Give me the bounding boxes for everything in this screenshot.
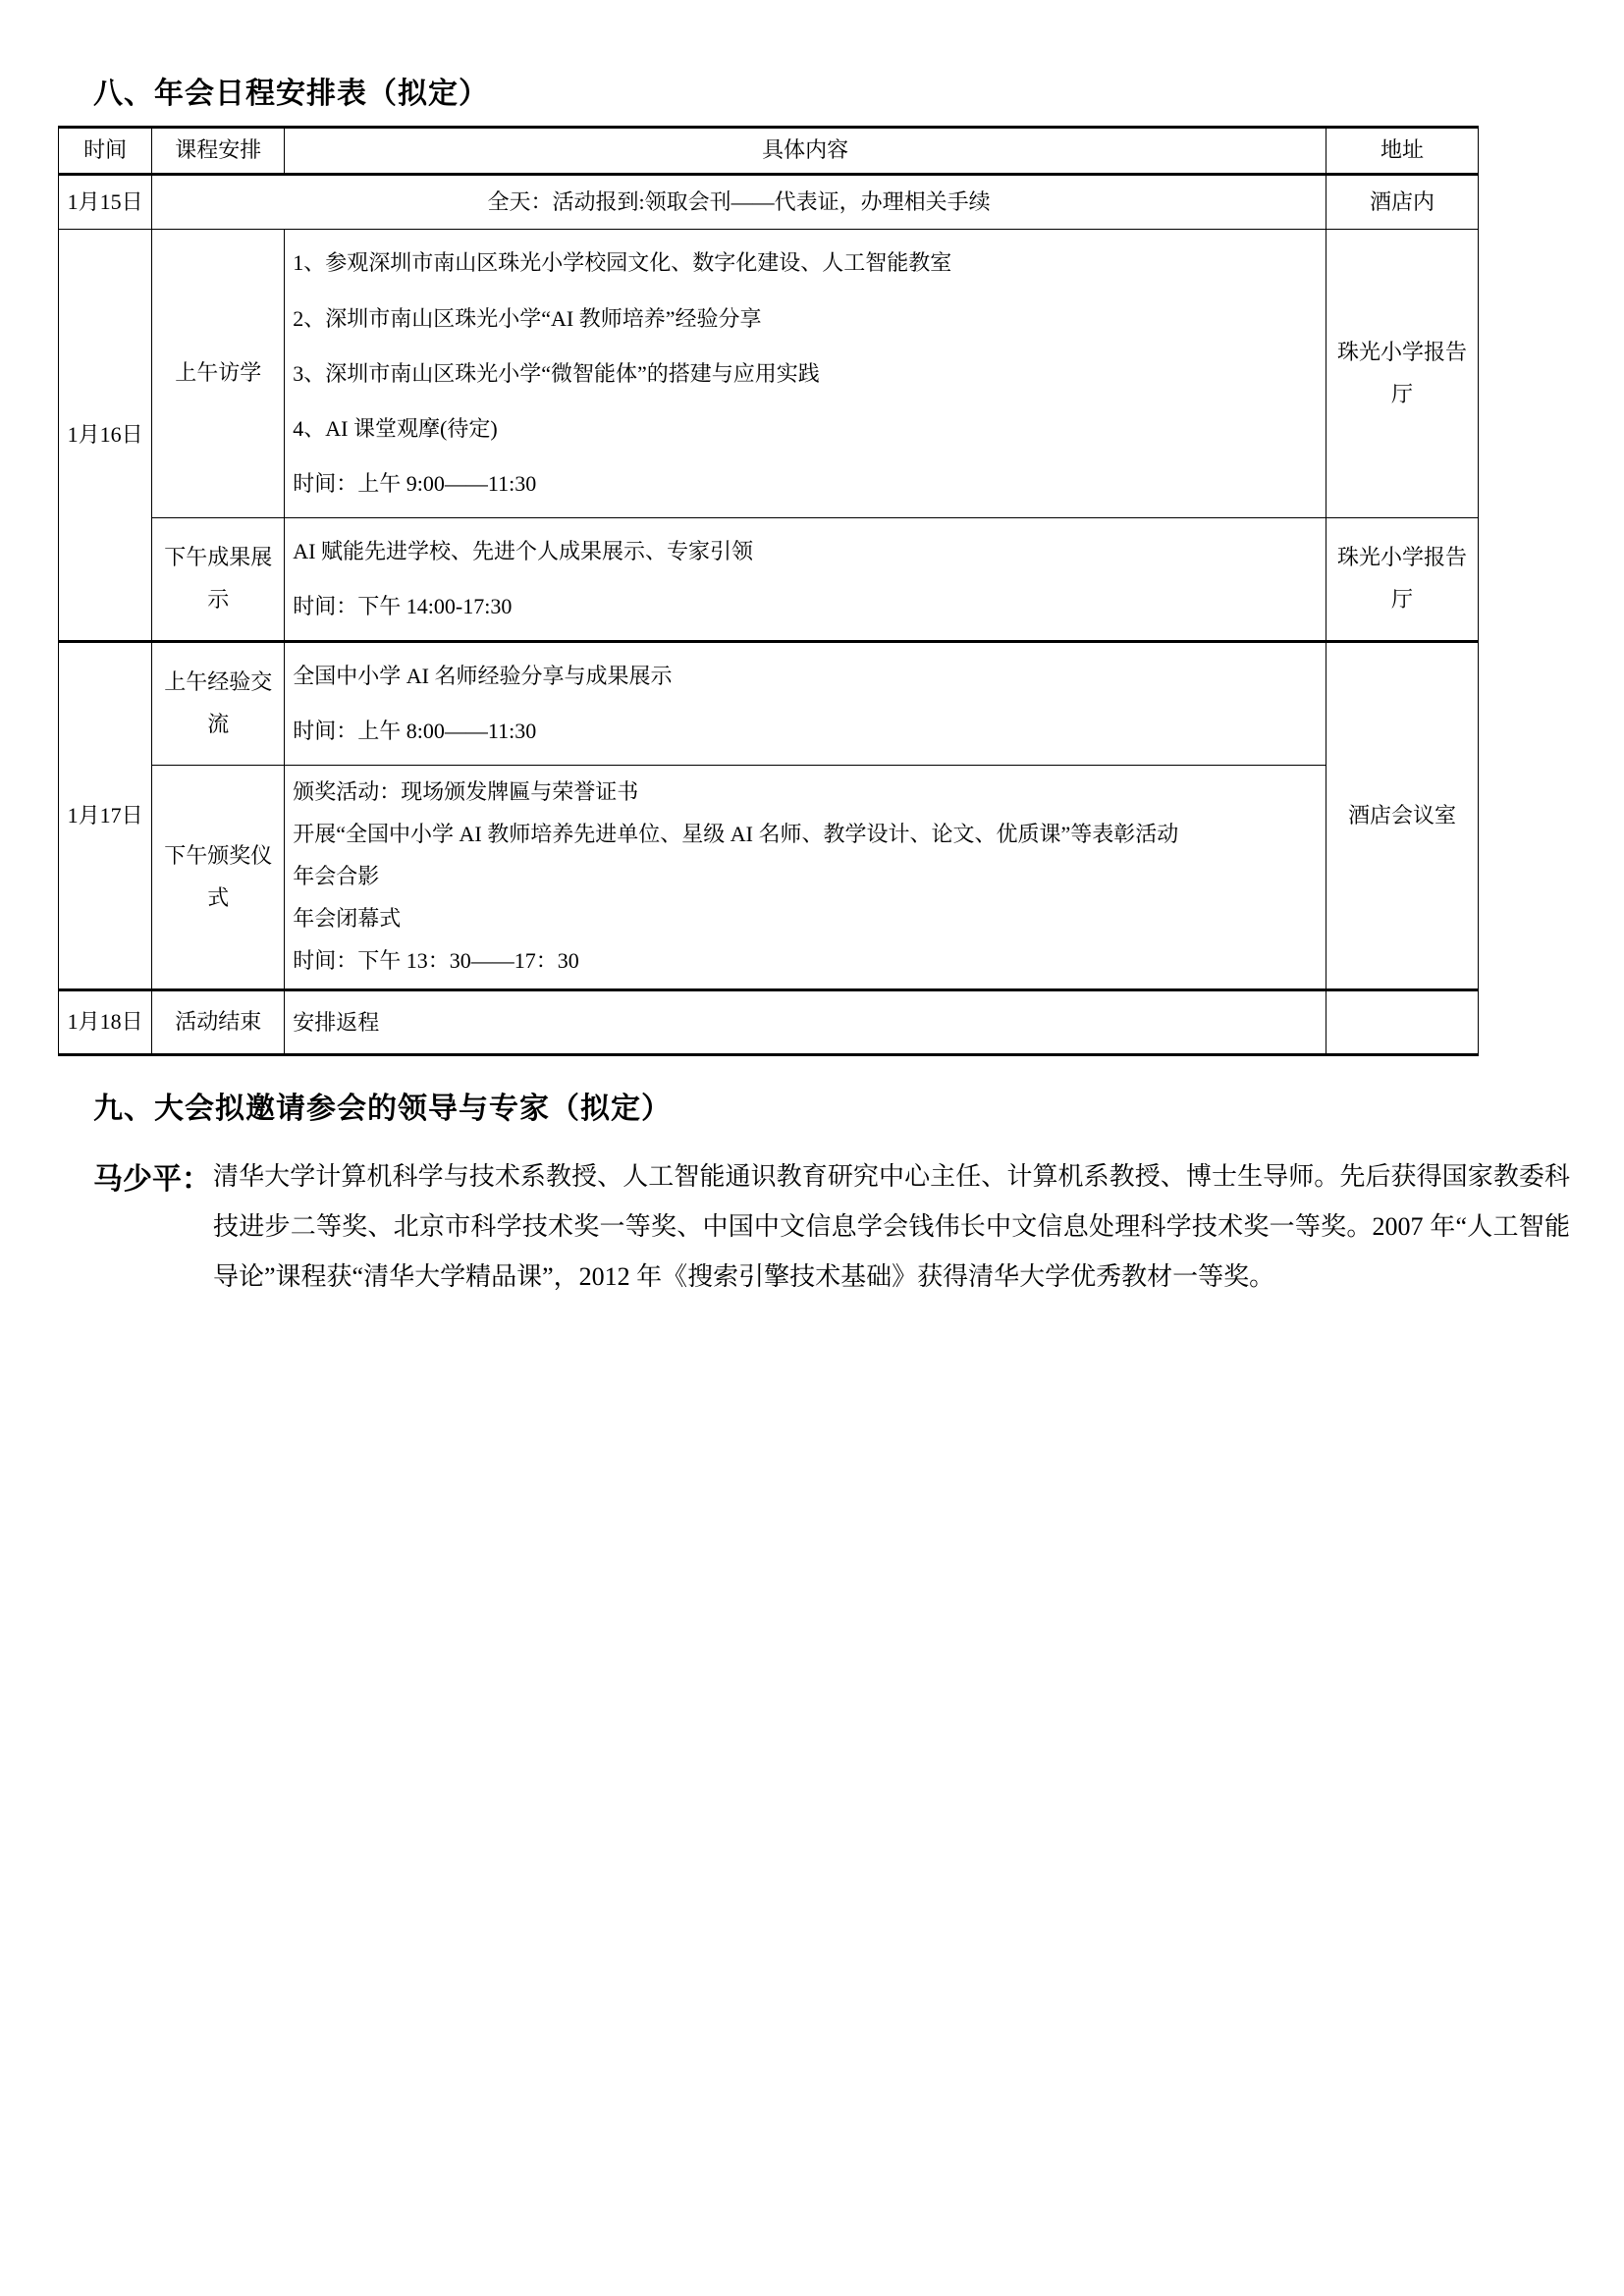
detail-line: AI 赋能先进学校、先进个人成果展示、专家引领	[293, 538, 753, 563]
cell-course-morning-visit: 上午访学	[152, 230, 285, 517]
expert-bio-text: 清华大学计算机科学与技术系教授、人工智能通识教育研究中心主任、计算机系教授、博士生导师。先后获得国家教委科技进步二等奖、北京市科学技术奖一等奖、中国中文信息学会钱伟长中文信息处理科学技术奖一等奖。2007 年“人工智能导论”课程获“清华大学精品课”，2012 年《搜索引擎技术基础》获得清华大学优秀教材一等奖。	[213, 1162, 1570, 1291]
expert-biography	[213, 1152, 1570, 1302]
detail-line: 3、深圳市南山区珠光小学“微智能体”的搭建与应用实践	[293, 360, 820, 386]
experts-section-heading: 九、大会拟邀请参会的领导与专家（拟定）	[93, 1093, 672, 1126]
cell-address-afternoon-results: 珠光小学报告厅	[1326, 517, 1478, 641]
table-row	[59, 989, 1479, 1055]
cell-address-end	[1326, 989, 1478, 1055]
cell-course-end: 活动结束	[152, 989, 285, 1055]
expert-entry	[93, 1152, 1570, 1302]
cell-time-jan18: 1月18日	[59, 989, 152, 1055]
detail-line: 2、深圳市南山区珠光小学“AI 教师培养”经验分享	[293, 305, 762, 331]
cell-time-jan15: 1月15日	[59, 174, 152, 230]
schedule-table-head	[59, 128, 1479, 175]
column-header-course: 课程安排	[152, 128, 285, 175]
cell-time-jan17: 1月17日	[59, 642, 152, 990]
cell-detail-jan15: 全天：活动报到:领取会刊——代表证，办理相关手续	[152, 174, 1326, 230]
cell-time-jan16: 1月16日	[59, 230, 152, 642]
cell-detail-morning-visit	[285, 230, 1326, 517]
detail-line: 1、参观深圳市南山区珠光小学校园文化、数字化建设、人工智能教室	[293, 250, 952, 276]
table-row	[59, 230, 1479, 517]
detail-line: 4、AI 课堂观摩(待定)	[293, 415, 498, 441]
schedule-table-body	[59, 174, 1479, 1055]
table-header-row	[59, 128, 1479, 175]
cell-course-morning-exchange: 上午经验交流	[152, 642, 285, 766]
cell-address-morning-visit: 珠光小学报告厅	[1326, 230, 1478, 517]
table-row	[59, 642, 1479, 766]
schedule-section-heading: 八、年会日程安排表（拟定）	[93, 78, 489, 110]
cell-course-afternoon-results: 下午成果展示	[152, 517, 285, 641]
column-header-detail: 具体内容	[285, 128, 1326, 175]
column-header-time: 时间	[59, 128, 152, 175]
expert-name: 马少平：	[93, 1163, 211, 1197]
detail-line: 开展“全国中小学 AI 教师培养先进单位、星级 AI 名师、教学设计、论文、优质课”等表彰活动	[293, 822, 1179, 847]
cell-course-afternoon-award: 下午颁奖仪式	[152, 766, 285, 989]
detail-line: 时间：上午 8:00——11:30	[293, 719, 537, 744]
column-header-address: 地址	[1326, 128, 1478, 175]
cell-detail-afternoon-results	[285, 517, 1326, 641]
table-row	[59, 174, 1479, 230]
detail-line: 时间：上午 9:00——11:30	[293, 470, 537, 496]
table-row	[59, 766, 1479, 989]
cell-detail-morning-exchange	[285, 642, 1326, 766]
schedule-table	[58, 126, 1479, 1056]
detail-line: 全国中小学 AI 名师经验分享与成果展示	[293, 664, 673, 689]
cell-detail-end	[285, 989, 1326, 1055]
cell-address-jan17: 酒店会议室	[1326, 642, 1478, 990]
detail-line: 颁奖活动：现场颁发牌匾与荣誉证书	[293, 779, 639, 805]
detail-line: 年会合影	[293, 864, 380, 889]
detail-line: 时间：下午 14:00-17:30	[293, 594, 513, 619]
detail-line: 年会闭幕式	[293, 906, 402, 931]
table-row	[59, 517, 1479, 641]
detail-line: 时间：下午 13：30——17：30	[293, 947, 579, 973]
cell-address-jan15: 酒店内	[1326, 174, 1478, 230]
cell-detail-afternoon-award	[285, 766, 1326, 989]
detail-line: 安排返程	[293, 1009, 380, 1035]
